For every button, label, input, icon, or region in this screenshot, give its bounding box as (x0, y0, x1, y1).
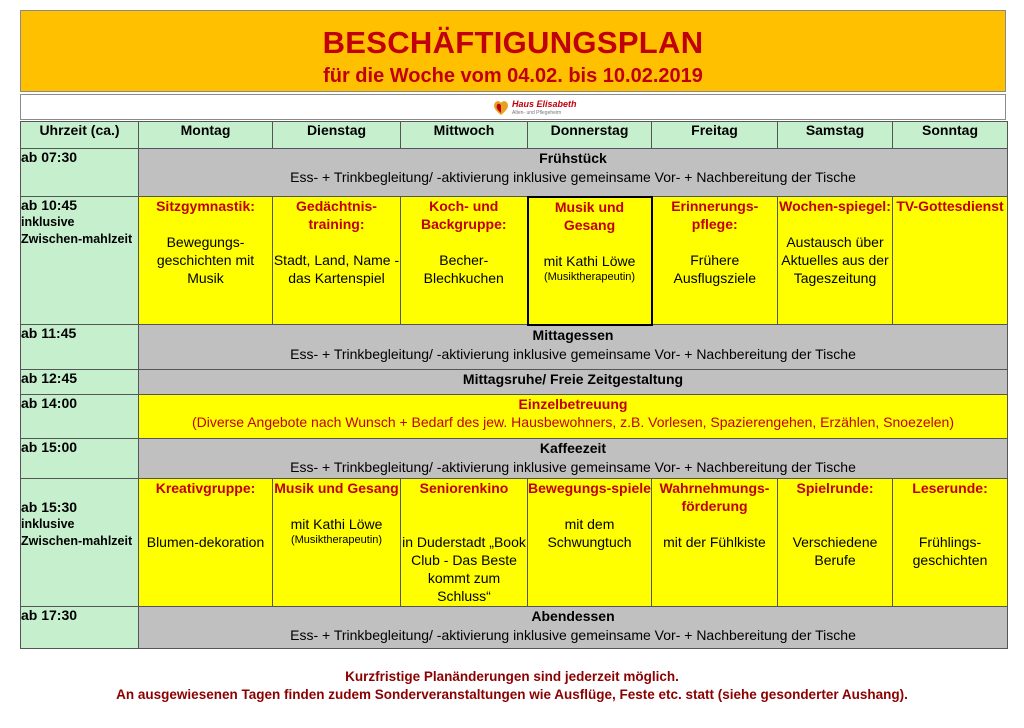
column-header: Montag (139, 122, 273, 149)
column-header: Dienstag (273, 122, 401, 149)
logo-name: Haus Elisabeth (512, 99, 577, 109)
activity-title: Wochen-spiegel: (779, 198, 891, 214)
row-1530 (21, 479, 1008, 607)
column-header: Samstag (778, 122, 893, 149)
time-cell (21, 607, 139, 649)
activity-title: Gedächtnis-training: (296, 198, 377, 232)
meal-desc: Ess- + Trinkbegleitung/ -aktivierung inklusive gemeinsame Vor- + Nachbereitung der Tische (290, 169, 856, 185)
activity-desc: Bewegungs-geschichten mit Musik (156, 234, 255, 286)
activity-cell (652, 479, 778, 607)
activity-title: Musik und Gesang (554, 198, 625, 233)
logo-subtitle: Alten- und Pflegeheim (512, 110, 562, 116)
time-cell (21, 149, 139, 197)
meal-desc: Ess- + Trinkbegleitung/ -aktivierung inklusive gemeinsame Vor- + Nachbereitung der Tische (290, 627, 856, 643)
activity-title: Wahrnehmungs-förderung (659, 480, 770, 514)
meal-title: Kaffeezeit (539, 440, 607, 456)
activity-title: Leserunde: (912, 480, 988, 496)
meal-title: Abendessen (531, 608, 615, 624)
row-0730 (21, 149, 1008, 197)
care-title: Einzelbetreuung (518, 396, 628, 412)
activity-cell (401, 479, 528, 607)
activity-desc: Verschiedene Berufe (792, 534, 878, 568)
activity-title: Seniorenkino (419, 480, 509, 496)
activity-cell (528, 197, 652, 325)
column-header: Sonntag (893, 122, 1008, 149)
meal-cell (139, 325, 1008, 370)
time-label: ab 11:45 (21, 325, 77, 341)
meal-desc: Ess- + Trinkbegleitung/ -aktivierung inklusive gemeinsame Vor- + Nachbereitung der Tische (290, 345, 856, 362)
time-cell (21, 325, 139, 370)
individual-care-cell (139, 395, 1008, 439)
activity-note: (Musiktherapeutin) (543, 270, 636, 283)
activity-cell (401, 197, 528, 325)
activity-title: Kreativgruppe: (155, 480, 256, 496)
time-cell (21, 370, 139, 395)
row-1730 (21, 607, 1008, 649)
activity-desc: mit Kathi Löwe (290, 516, 383, 532)
row-1045 (21, 197, 1008, 325)
activity-cell (652, 197, 778, 325)
activity-desc: Frühlings-geschichten (912, 534, 988, 568)
activity-desc: Becher-Blechkuchen (423, 252, 504, 286)
time-cell (21, 197, 139, 325)
time-sublabel: inklusive Zwischen-mahlzeit (21, 215, 133, 246)
meal-title: Mittagsruhe/ Freie Zeitgestaltung (462, 371, 684, 387)
activity-cell (778, 479, 893, 607)
activity-desc: Stadt, Land, Name - das Kartenspiel (273, 252, 400, 286)
activity-title: Spielrunde: (796, 480, 874, 496)
row-1400 (21, 395, 1008, 439)
activity-cell (139, 197, 273, 325)
activity-title: Sitzgymnastik: (156, 198, 255, 214)
time-cell (21, 395, 139, 439)
column-header: Mittwoch (401, 122, 528, 149)
title-banner (20, 10, 1006, 92)
time-cell (21, 439, 139, 479)
footer-note-1: Kurzfristige Planänderungen sind jederzeit möglich. (345, 669, 679, 684)
time-label: ab 15:00 (21, 439, 78, 455)
activity-desc: in Duderstadt „Book Club - Das Beste kommt zum Schluss“ (402, 534, 526, 604)
column-header: Donnerstag (528, 122, 652, 149)
week-subtitle: für die Woche vom 04.02. bis 10.02.2019 (323, 65, 703, 87)
activity-cell (778, 197, 893, 325)
activity-cell (273, 197, 401, 325)
time-label: ab 14:00 (21, 395, 78, 411)
footer-note-2: An ausgewiesenen Tagen finden zudem Sonderveranstaltungen wie Ausflüge, Feste etc. statt (siehe gesonderter Aushang). (116, 687, 908, 702)
meal-cell (139, 607, 1008, 649)
time-label: ab 07:30 (21, 149, 78, 165)
activity-cell (893, 479, 1008, 607)
care-desc: (Diverse Angebote nach Wunsch + Bedarf des jew. Hausbewohners, z.B. Vorlesen, Spazierengehen, Erzählen, Snoezelen) (191, 414, 955, 430)
activity-cell (273, 479, 401, 607)
time-label: ab 17:30 (21, 607, 78, 623)
activity-title: Musik und Gesang (274, 480, 399, 496)
activity-title: Koch- und Backgruppe: (420, 198, 507, 232)
time-cell (21, 479, 139, 607)
meal-title: Mittagessen (532, 326, 614, 343)
page-title: BESCHÄFTIGUNGSPLAN (322, 25, 704, 60)
activity-desc: Frühere Ausflugsziele (673, 252, 756, 286)
row-1145 (21, 325, 1008, 370)
row-1500 (21, 439, 1008, 479)
meal-cell (139, 149, 1008, 197)
schedule-table (20, 121, 1008, 649)
time-label: ab 10:45 (21, 197, 78, 213)
heart-logo-icon (493, 99, 509, 116)
activity-title: Erinnerungs-pflege: (671, 198, 759, 232)
activity-desc: mit dem Schwungtuch (547, 516, 632, 550)
activity-cell (893, 197, 1008, 325)
activity-desc: mit der Fühlkiste (663, 534, 766, 550)
activity-desc: Blumen-dekoration (146, 534, 265, 550)
activity-desc: mit Kathi Löwe (543, 252, 636, 269)
time-sublabel: inklusive Zwischen-mahlzeit (21, 517, 133, 548)
header-row (21, 122, 1008, 149)
meal-desc: Ess- + Trinkbegleitung/ -aktivierung inklusive gemeinsame Vor- + Nachbereitung der Tische (290, 459, 856, 475)
activity-note: (Musiktherapeutin) (290, 534, 383, 546)
activity-title: TV-Gottesdienst (896, 198, 1004, 214)
time-label: ab 12:45 (21, 370, 78, 386)
column-header: Freitag (652, 122, 778, 149)
logo-row (20, 94, 1006, 120)
row-1245 (21, 370, 1008, 395)
column-header: Uhrzeit (ca.) (21, 122, 139, 149)
activity-cell (528, 479, 652, 607)
activity-cell (139, 479, 273, 607)
time-label: ab 15:30 (21, 499, 78, 515)
activity-title: Bewegungs-spiele (528, 480, 651, 496)
meal-cell (139, 439, 1008, 479)
meal-title: Frühstück (539, 150, 607, 166)
meal-cell (139, 370, 1008, 395)
activity-desc: Austausch über Aktuelles aus der Tageszeitung (781, 234, 889, 286)
